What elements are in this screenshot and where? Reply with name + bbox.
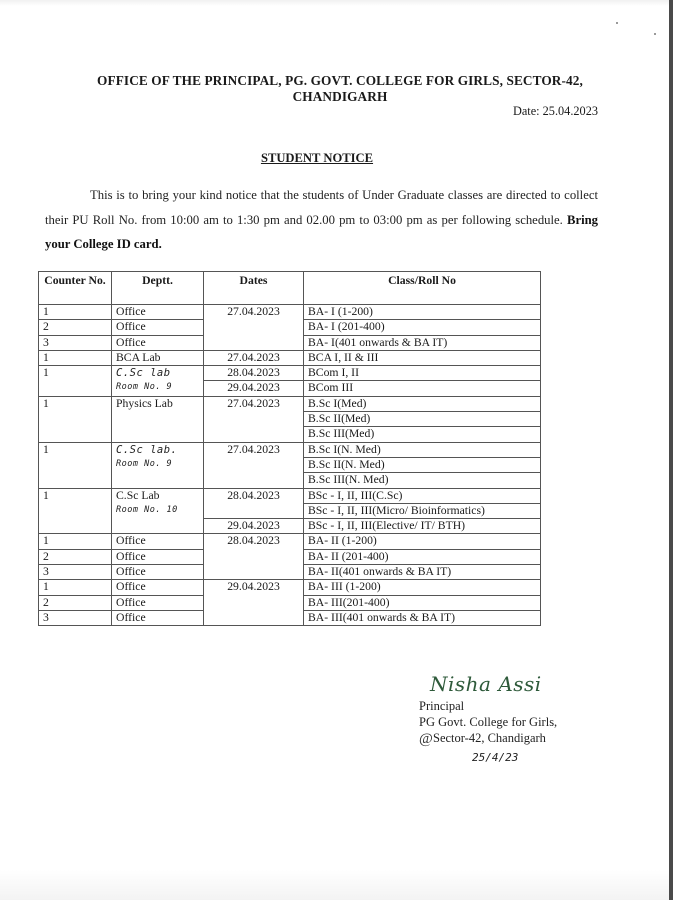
counter-cell: 1 bbox=[39, 366, 112, 397]
date-cell: 27.04.2023 bbox=[204, 442, 304, 488]
class-cell: BSc - I, II, III(Micro/ Bioinformatics) bbox=[304, 503, 541, 518]
date-cell: 27.04.2023 bbox=[204, 350, 304, 365]
counter-cell: 1 bbox=[39, 350, 112, 365]
dept-cell-handwritten bbox=[112, 442, 204, 488]
scrollbar[interactable] bbox=[669, 0, 673, 900]
class-cell: B.Sc III(Med) bbox=[304, 427, 541, 442]
handwritten-room: Room No. 9 bbox=[116, 458, 173, 469]
class-cell: BCA I, II & III bbox=[304, 350, 541, 365]
viewer-top-edge bbox=[0, 0, 673, 6]
dept-cell: Office bbox=[112, 580, 204, 595]
counter-cell: 1 bbox=[39, 396, 112, 442]
dept-cell bbox=[112, 488, 204, 534]
header-counter: Counter No. bbox=[39, 272, 112, 305]
counter-cell: 1 bbox=[39, 488, 112, 534]
class-cell: BCom I, II bbox=[304, 366, 541, 381]
counter-cell: 2 bbox=[39, 320, 112, 335]
title-line-2: CHANDIGARH bbox=[292, 89, 388, 104]
counter-cell: 1 bbox=[39, 305, 112, 320]
table-row bbox=[39, 442, 541, 457]
scan-speck bbox=[616, 22, 618, 24]
dept-cell: Office bbox=[112, 305, 204, 320]
class-cell: BSc - I, II, III(Elective/ IT/ BTH) bbox=[304, 519, 541, 534]
class-cell: B.Sc II(Med) bbox=[304, 412, 541, 427]
class-cell: B.Sc II(N. Med) bbox=[304, 457, 541, 472]
institution: PG Govt. College for Girls, bbox=[419, 715, 558, 729]
class-cell: BA- II (1-200) bbox=[304, 534, 541, 549]
dept-cell: Office bbox=[112, 610, 204, 625]
date-cell: 27.04.2023 bbox=[204, 396, 304, 442]
class-cell: BA- I(401 onwards & BA IT) bbox=[304, 335, 541, 350]
class-cell: BA- III(401 onwards & BA IT) bbox=[304, 610, 541, 625]
header-dept: Deptt. bbox=[112, 272, 204, 305]
address: Sector-42, Chandigarh bbox=[433, 731, 546, 745]
table-header-row bbox=[39, 272, 541, 305]
office-title bbox=[40, 73, 640, 105]
dept-cell: Office bbox=[112, 335, 204, 350]
at-mark-icon: @ bbox=[419, 731, 433, 747]
counter-cell: 3 bbox=[39, 335, 112, 350]
date-cell: 29.04.2023 bbox=[204, 519, 304, 534]
counter-cell: 1 bbox=[39, 580, 112, 595]
counter-cell: 2 bbox=[39, 595, 112, 610]
table-row bbox=[39, 580, 541, 595]
header-dates: Dates bbox=[204, 272, 304, 305]
notice-body bbox=[45, 183, 598, 257]
handwritten-dept: C.Sc lab. bbox=[116, 443, 178, 456]
class-cell: BCom III bbox=[304, 381, 541, 396]
principal-signature: Nisha Assi bbox=[430, 672, 542, 696]
notice-date: Date: 25.04.2023 bbox=[512, 104, 598, 118]
class-cell: BA- I (201-400) bbox=[304, 320, 541, 335]
date-cell: 29.04.2023 bbox=[204, 381, 304, 396]
schedule-table bbox=[38, 271, 541, 626]
class-cell: BA- II(401 onwards & BA IT) bbox=[304, 565, 541, 580]
handwritten-room: Room No. 9 bbox=[116, 382, 173, 393]
dept-cell: Office bbox=[112, 565, 204, 580]
class-cell: BA- III (1-200) bbox=[304, 580, 541, 595]
notice-heading: STUDENT NOTICE bbox=[260, 151, 374, 165]
dept-cell: Office bbox=[112, 595, 204, 610]
dept-cell: Office bbox=[112, 534, 204, 549]
table-row bbox=[39, 305, 541, 320]
date-cell: 28.04.2023 bbox=[204, 366, 304, 381]
notice-body-text: This is to bring your kind notice that the students of Under Graduate classes are directed to collect their PU Roll No. from 10:00 am to 1:30 pm and 02.00 pm to 03:00 pm as per following schedule. bbox=[45, 188, 598, 227]
dept-name: C.Sc Lab bbox=[116, 488, 160, 502]
dept-cell-handwritten bbox=[112, 366, 204, 397]
table-row bbox=[39, 488, 541, 503]
class-cell: BA- III(201-400) bbox=[304, 595, 541, 610]
header-class: Class/Roll No bbox=[304, 272, 541, 305]
table-row bbox=[39, 350, 541, 365]
counter-cell: 1 bbox=[39, 442, 112, 488]
handwritten-dept: C.Sc lab bbox=[116, 367, 171, 380]
counter-cell: 2 bbox=[39, 549, 112, 564]
scan-speck bbox=[654, 33, 656, 35]
counter-cell: 1 bbox=[39, 534, 112, 549]
class-cell: B.Sc I(Med) bbox=[304, 396, 541, 411]
dept-cell: Office bbox=[112, 320, 204, 335]
viewer-bottom-edge bbox=[0, 870, 673, 900]
class-cell: B.Sc I(N. Med) bbox=[304, 442, 541, 457]
date-cell: 28.04.2023 bbox=[204, 488, 304, 519]
class-cell: B.Sc III(N. Med) bbox=[304, 473, 541, 488]
notice-emphasis: Bring your College ID card. bbox=[45, 212, 599, 251]
date-cell: 27.04.2023 bbox=[204, 305, 304, 351]
counter-cell: 3 bbox=[39, 565, 112, 580]
signature-block bbox=[419, 698, 557, 746]
class-cell: BSc - I, II, III(C.Sc) bbox=[304, 488, 541, 503]
designation: Principal bbox=[419, 699, 465, 713]
date-cell: 28.04.2023 bbox=[204, 534, 304, 580]
class-cell: BA- II (201-400) bbox=[304, 549, 541, 564]
class-cell: BA- I (1-200) bbox=[304, 305, 541, 320]
dept-cell: Office bbox=[112, 549, 204, 564]
date-cell: 29.04.2023 bbox=[204, 580, 304, 626]
table-row bbox=[39, 396, 541, 411]
handwritten-room: Room No. 10 bbox=[116, 504, 178, 515]
dept-cell: Physics Lab bbox=[112, 396, 204, 442]
table-row bbox=[39, 534, 541, 549]
counter-cell: 3 bbox=[39, 610, 112, 625]
initialled-date: 25/4/23 bbox=[472, 751, 519, 764]
title-line-1: OFFICE OF THE PRINCIPAL, PG. GOVT. COLLEGE FOR GIRLS, SECTOR-42, bbox=[97, 73, 583, 88]
table-row bbox=[39, 366, 541, 381]
dept-cell: BCA Lab bbox=[112, 350, 204, 365]
